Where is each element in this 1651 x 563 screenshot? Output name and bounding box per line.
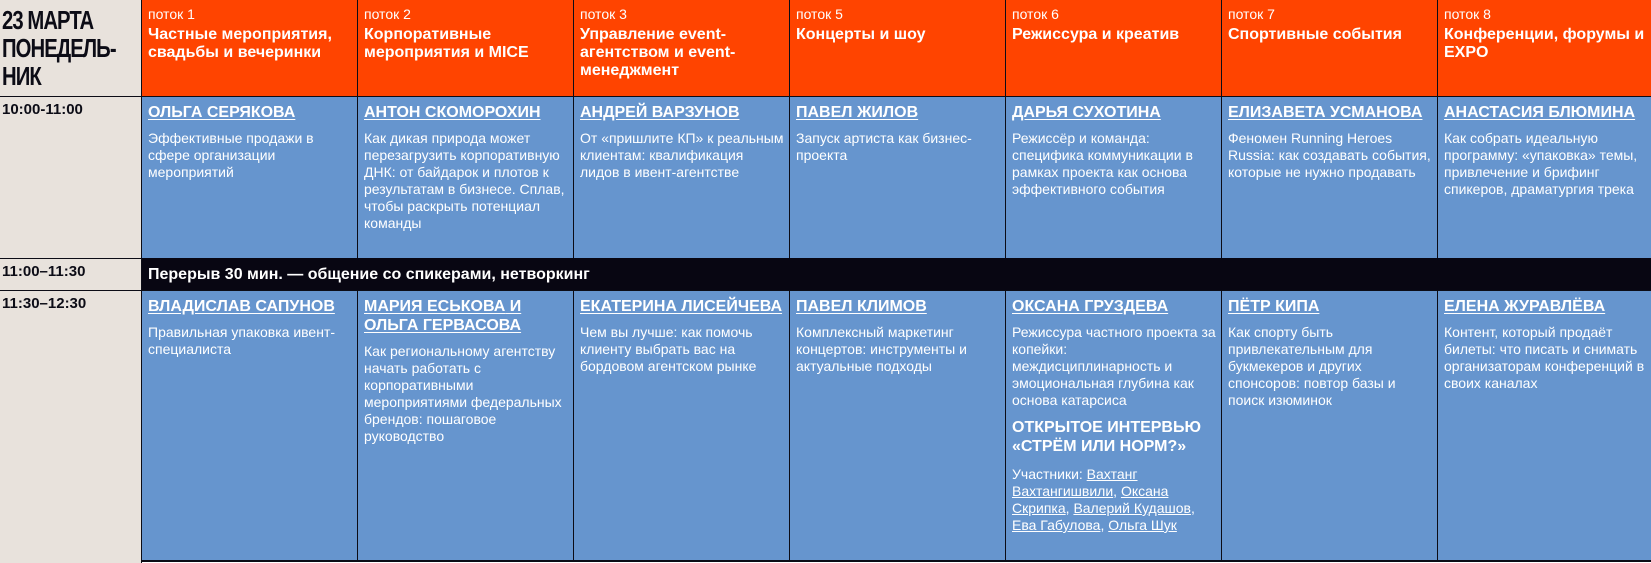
stream-title: Частные мероприятия, свадьбы и вечеринки: [148, 26, 332, 61]
stream-header-1: [142, 0, 358, 96]
speaker-link[interactable]: ЕЛИЗАВЕТА УСМАНОВА: [1228, 104, 1423, 121]
speaker-joiner: И: [505, 298, 522, 315]
stream-title: Управление event-агентством и event-менеджмент: [580, 26, 736, 79]
date-day: 23 МАРТА: [2, 5, 94, 35]
speaker-link[interactable]: ДАРЬЯ СУХОТИНА: [1012, 104, 1161, 121]
stream-header-8: [1438, 0, 1651, 96]
session-card: [574, 290, 790, 560]
participant-separator: ,: [1100, 517, 1109, 533]
session-topic: Комплексный маркетинг концертов: инструменты и актуальные подходы: [796, 324, 967, 374]
speaker-link[interactable]: ПЁТР КИПА: [1228, 298, 1320, 315]
speaker-link[interactable]: ЕКАТЕРИНА ЛИСЕЙЧЕВА: [580, 298, 783, 315]
participants-list: [1012, 466, 1217, 534]
participant-link[interactable]: Ева Габулова: [1012, 517, 1101, 533]
stream-number: поток 6: [1012, 6, 1059, 22]
time-slot-2: 11:30–12:30: [0, 290, 142, 563]
session-topic: Как собрать идеальную программу: «упаковка» темы, привлечение и брифинг спикеров, драматургия трека: [1444, 130, 1638, 197]
date-weekday-part2: НИК: [2, 61, 41, 91]
interview-title: ОТКРЫТОЕ ИНТЕРВЬЮ «СТРЁМ ИЛИ НОРМ?»: [1012, 419, 1201, 455]
stream-number: поток 2: [364, 6, 411, 22]
speaker-link[interactable]: ПАВЕЛ КЛИМОВ: [796, 298, 927, 315]
date-cell: [0, 0, 142, 96]
speaker-link[interactable]: АНДРЕЙ ВАРЗУНОВ: [580, 104, 740, 121]
speaker-link[interactable]: ВЛАДИСЛАВ САПУНОВ: [148, 298, 335, 315]
session-topic: Запуск артиста как бизнес-проекта: [796, 130, 972, 163]
session-card: [358, 96, 574, 258]
session-card: [1438, 96, 1651, 258]
session-card: [1006, 290, 1222, 560]
break-banner: Перерыв 30 мин. — общение со спикерами, нетворкинг: [142, 258, 1651, 290]
speaker-link[interactable]: ОЛЬГА ГЕРВАСОВА: [364, 317, 522, 334]
stream-title: Спортивные события: [1228, 26, 1402, 43]
stream-title: Режиссура и креатив: [1012, 26, 1180, 43]
session-topic: Как спорту быть привлекательным для букмекеров и других спонсоров: повтор базы и поиск изюминок: [1228, 324, 1396, 408]
participant-link[interactable]: Вахтанг Вахтангишвили: [1012, 466, 1138, 499]
stream-title: Концерты и шоу: [796, 26, 926, 43]
participant-link[interactable]: Валерий Кудашов: [1073, 500, 1191, 516]
session-card: [358, 290, 574, 560]
participant-link[interactable]: Ольга Шук: [1108, 517, 1177, 533]
session-topic: Феномен Running Heroes Russia: как создавать события, которые не нужно продавать: [1228, 130, 1431, 180]
participant-separator: ,: [1065, 500, 1074, 516]
session-topic: Режиссура частного проекта за копейки: междисциплинарность и эмоциональная глубина как основа катарсиса: [1012, 324, 1216, 408]
date-weekday-part1: ПОНЕДЕЛЬ-: [2, 33, 116, 63]
stream-header-6: [1006, 0, 1222, 96]
table-bottom-border: [142, 560, 1651, 562]
stream-header-5: [790, 0, 1006, 96]
session-card: [790, 96, 1006, 258]
session-card: [1222, 290, 1438, 560]
participants-label: Участники:: [1012, 466, 1087, 482]
session-topic: Эффективные продажи в сфере организации мероприятий: [148, 130, 314, 180]
speaker-link[interactable]: АНАСТАСИЯ БЛЮМИНА: [1444, 104, 1636, 121]
speaker-link[interactable]: ПАВЕЛ ЖИЛОВ: [796, 104, 919, 121]
participant-link[interactable]: Оксана Скрипка: [1012, 483, 1169, 516]
stream-number: поток 8: [1444, 6, 1491, 22]
time-slot-break: 11:00–11:30: [0, 258, 142, 290]
session-topic: Как региональному агентству начать работать с корпоративными мероприятиями федеральных брендов: пошаговое руководство: [364, 343, 562, 444]
stream-number: поток 1: [148, 6, 195, 22]
stream-header-7: [1222, 0, 1438, 96]
speaker-link[interactable]: МАРИЯ ЕСЬКОВА: [364, 298, 506, 315]
session-card: [1438, 290, 1651, 560]
session-card: [574, 96, 790, 258]
speaker-link[interactable]: ЕЛЕНА ЖУРАВЛЁВА: [1444, 298, 1606, 315]
stream-number: поток 3: [580, 6, 627, 22]
session-topic: Чем вы лучше: как помочь клиенту выбрать вас на бордовом агентском рынке: [580, 324, 757, 374]
stream-title: Конференции, форумы и EXPO: [1444, 26, 1645, 61]
stream-title: Корпоративные мероприятия и MICE: [364, 26, 529, 61]
participant-separator: ,: [1113, 483, 1121, 499]
session-topic: От «пришлите КП» к реальным клиентам: квалификация лидов в ивент-агентстве: [580, 130, 784, 180]
session-topic: Контент, который продаёт билеты: что писать и снимать организаторам конференций в своих каналах: [1444, 324, 1645, 391]
stream-header-3: [574, 0, 790, 96]
stream-number: поток 7: [1228, 6, 1275, 22]
session-topic: Режиссёр и команда: специфика коммуникации в рамках проекта как основа эффективного события: [1012, 130, 1193, 197]
time-slot-1: 10:00-11:00: [0, 96, 142, 258]
session-card: [790, 290, 1006, 560]
speaker-link[interactable]: ОКСАНА ГРУЗДЕВА: [1012, 298, 1169, 315]
session-card: [142, 290, 358, 560]
speaker-link[interactable]: ОЛЬГА СЕРЯКОВА: [148, 104, 296, 121]
session-card: [142, 96, 358, 258]
session-topic: Правильная упаковка ивент-специалиста: [148, 324, 336, 357]
session-card: [1222, 96, 1438, 258]
session-topic: Как дикая природа может перезагрузить корпоративную ДНК: от байдарок и плотов к результатам в бизнесе. Сплав, чтобы раскрыть потенциал команды: [364, 130, 565, 231]
stream-number: поток 5: [796, 6, 843, 22]
participant-separator: ,: [1190, 500, 1195, 516]
speaker-link[interactable]: АНТОН СКОМОРОХИН: [364, 104, 541, 121]
session-card: [1006, 96, 1222, 258]
speaker-names: [364, 297, 569, 335]
stream-header-2: [358, 0, 574, 96]
